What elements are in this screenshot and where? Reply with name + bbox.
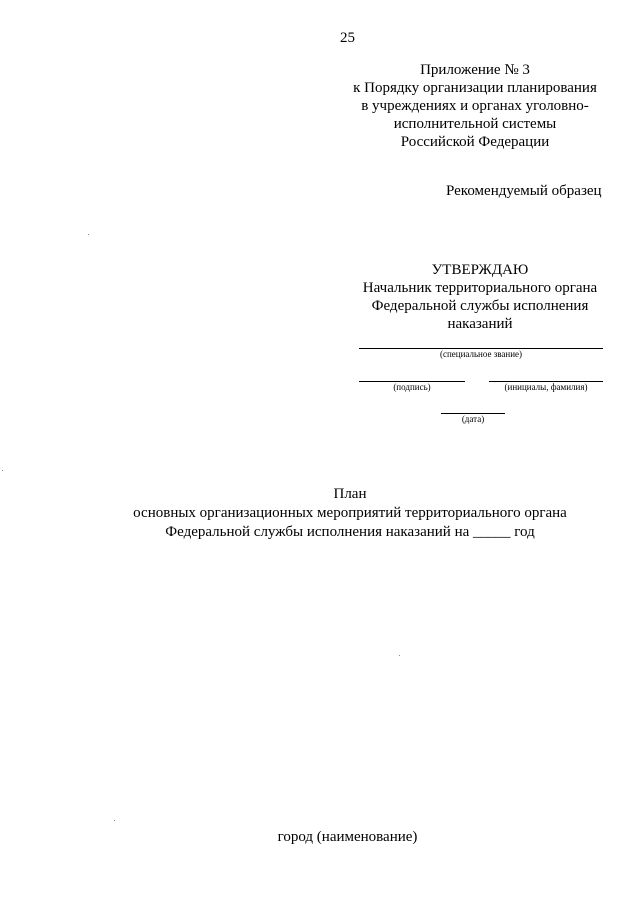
city-label: город (наименование) — [277, 829, 418, 845]
page-number: 25 — [340, 30, 355, 46]
scan-speck — [399, 655, 400, 656]
rank-caption: (специальное звание) — [439, 349, 523, 359]
appendix-line: в учреждениях и органах уголовно- — [361, 98, 589, 114]
scan-speck — [88, 234, 89, 235]
sample-label: Рекомендуемый образец — [446, 183, 602, 199]
name-caption: (инициалы, фамилия) — [504, 382, 588, 392]
appendix-line: Приложение № 3 — [420, 62, 530, 78]
appendix-line: Российской Федерации — [400, 134, 550, 150]
scan-speck — [114, 820, 115, 821]
approval-heading: УТВЕРЖДАЮ — [431, 262, 529, 278]
approval-position-line: Начальник территориального органа — [362, 280, 598, 296]
scan-speck — [2, 470, 3, 471]
appendix-reference — [340, 61, 610, 151]
plan-subtitle-line: Федеральной службы исполнения наказаний на _____ год — [165, 524, 535, 540]
plan-subtitle-line: основных организационных мероприятий территориального органа — [133, 505, 567, 521]
approval-position-line: Федеральной службы исполнения — [371, 298, 589, 314]
date-caption: (дата) — [461, 414, 485, 424]
appendix-line: к Порядку организации планирования — [353, 80, 597, 96]
approval-block — [345, 261, 615, 333]
approval-position-line: наказаний — [447, 316, 513, 332]
signature-caption: (подпись) — [393, 382, 431, 392]
appendix-line: исполнительной системы — [393, 116, 557, 132]
plan-title: План — [333, 486, 367, 502]
